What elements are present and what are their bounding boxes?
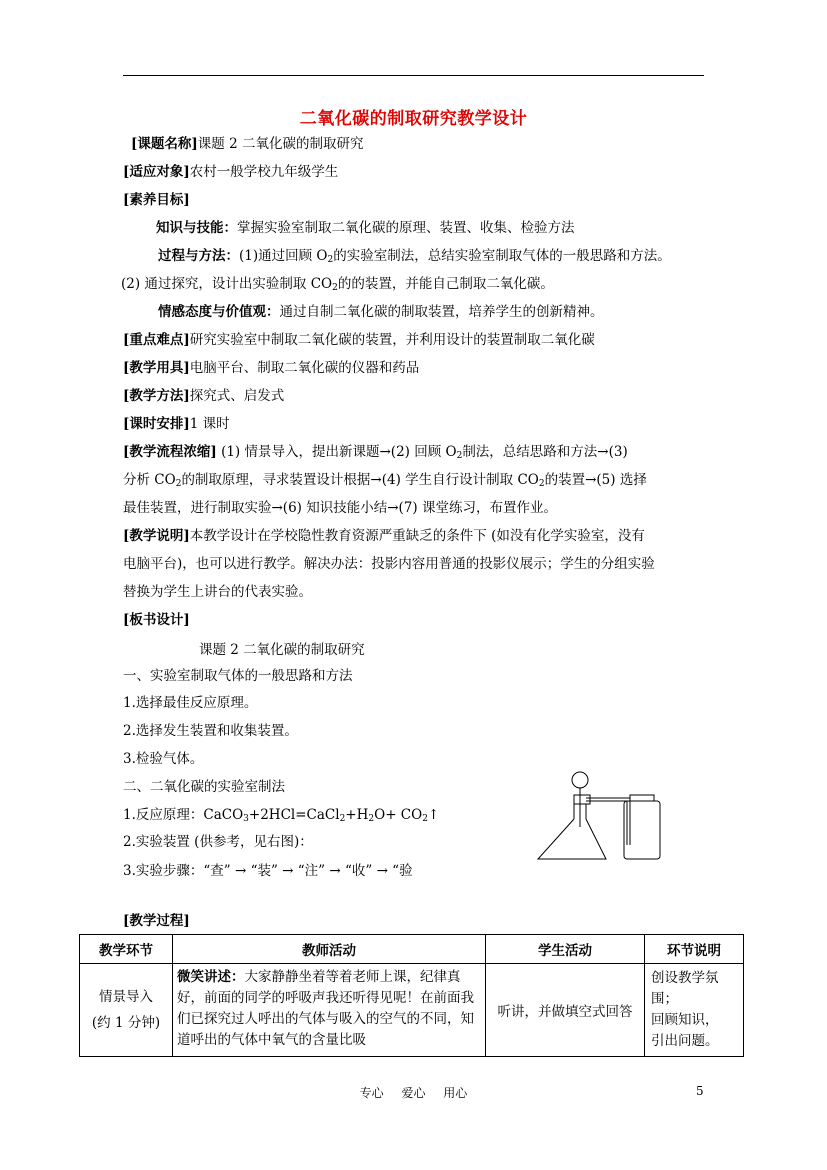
flow-line-2: 分析 $CO_2$的制取原理，寻求装置设计根据→(4) 学生自行设计制取 $CO_2$的装置→(5) 选择: [123, 472, 647, 489]
board-section-2: 二、二氧化碳的实验室制法: [123, 779, 285, 795]
notes-line-3: 替换为学生上讲台的代表实验。: [123, 584, 312, 600]
board-item-3: 3.检验气体。: [123, 751, 204, 767]
board-device: 2.实验装置 (供参考，见右图)：: [123, 834, 313, 850]
table-header-row: [80, 935, 744, 964]
teacher-cell: 微笑讲述：大家静静坐着等着老师上课，纪律真好，前面的同学的呼吸声我还听得见呢！在前面我们已探究过人呼出的气体与吸入的空气的不同，知道呼出的气体中氧气的含量比吸: [173, 964, 486, 1057]
flow-line-1: [教学流程浓缩] (1) 情景导入，提出新课题→(2) 回顾 $O_2$制法，总结思路和方法→(3): [123, 444, 628, 461]
goals-label: [素养目标]: [123, 192, 190, 208]
hours-line: [课时安排]1 课时: [123, 416, 230, 432]
tools-line: [教学用具]电脑平台、制取二氧化碳的仪器和药品: [123, 360, 420, 376]
key-points-line: [重点难点]研究实验室中制取二氧化碳的装置，并利用设计的装置制取二氧化碳: [123, 332, 595, 348]
process-line-2: (2) 通过探究，设计出实验制取 $CO_2$的的装置，并能自己制取二氧化碳。: [121, 276, 554, 293]
header-rule: [123, 75, 704, 76]
stage-cell: 情景导入 (约 1 分钟): [80, 964, 173, 1057]
flow-line-3: 最佳装置，进行制取实验→(6) 知识技能小结→(7) 课堂练习，布置作业。: [123, 500, 557, 516]
note-cell: 创设教学氛围； 回顾知识， 引出问题。: [645, 964, 744, 1057]
table-header-teacher: 教师活动: [173, 935, 486, 964]
student-cell: 听讲，并做填空式回答: [486, 964, 645, 1057]
page-number: 5: [696, 1084, 704, 1098]
methods-line: [教学方法]探究式、启发式: [123, 388, 285, 404]
table-header-note: 环节说明: [645, 935, 744, 964]
board-item-2: 2.选择发生装置和收集装置。: [123, 723, 298, 739]
page-footer: 专心 爱心 用心: [359, 1086, 468, 1100]
notes-line-2: 电脑平台)，也可以进行教学。解决办法：投影内容用普通的投影仪展示；学生的分组实验: [123, 556, 655, 572]
apparatus-diagram-icon: [530, 765, 670, 865]
notes-line-1: [教学说明]本教学设计在学校隐性教育资源严重缺乏的条件下 (如没有化学实验室，没有: [123, 528, 645, 544]
target-line: [适应对象]农村一般学校九年级学生: [123, 164, 339, 180]
emotion-line: 情感态度与价值观：通过自制二氧化碳的制取装置，培养学生的创新精神。: [158, 304, 604, 320]
knowledge-line: 知识与技能：掌握实验室制取二氧化碳的原理、装置、收集、检验方法: [156, 220, 575, 236]
board-steps: 3.实验步骤：“查” → “装” → “注” → “收” → “验: [123, 863, 413, 879]
table-row: [80, 964, 744, 1057]
teaching-process-table: [79, 934, 744, 1057]
reaction-equation: 1.反应原理：$CaCO_3+2HCl=CaCl_2+H_2O+$ $CO_2↑$: [123, 807, 440, 824]
board-title: 课题 2 二氧化碳的制取研究: [199, 642, 365, 658]
board-label: [板书设计]: [123, 612, 190, 628]
page-title: 二氧化碳的制取研究教学设计: [299, 109, 528, 129]
table-header-stage: 教学环节: [80, 935, 173, 964]
process-label: [教学过程]: [123, 913, 190, 929]
process-line-1: 过程与方法：(1)通过回顾 $O_2$的实验室制法，总结实验室制取气体的一般思路和方法。: [158, 248, 671, 265]
course-name-line: [课题名称]课题 2 二氧化碳的制取研究: [131, 136, 364, 152]
board-item-1: 1.选择最佳反应原理。: [123, 695, 258, 711]
board-section-1: 一、实验室制取气体的一般思路和方法: [123, 668, 353, 684]
table-header-student: 学生活动: [486, 935, 645, 964]
